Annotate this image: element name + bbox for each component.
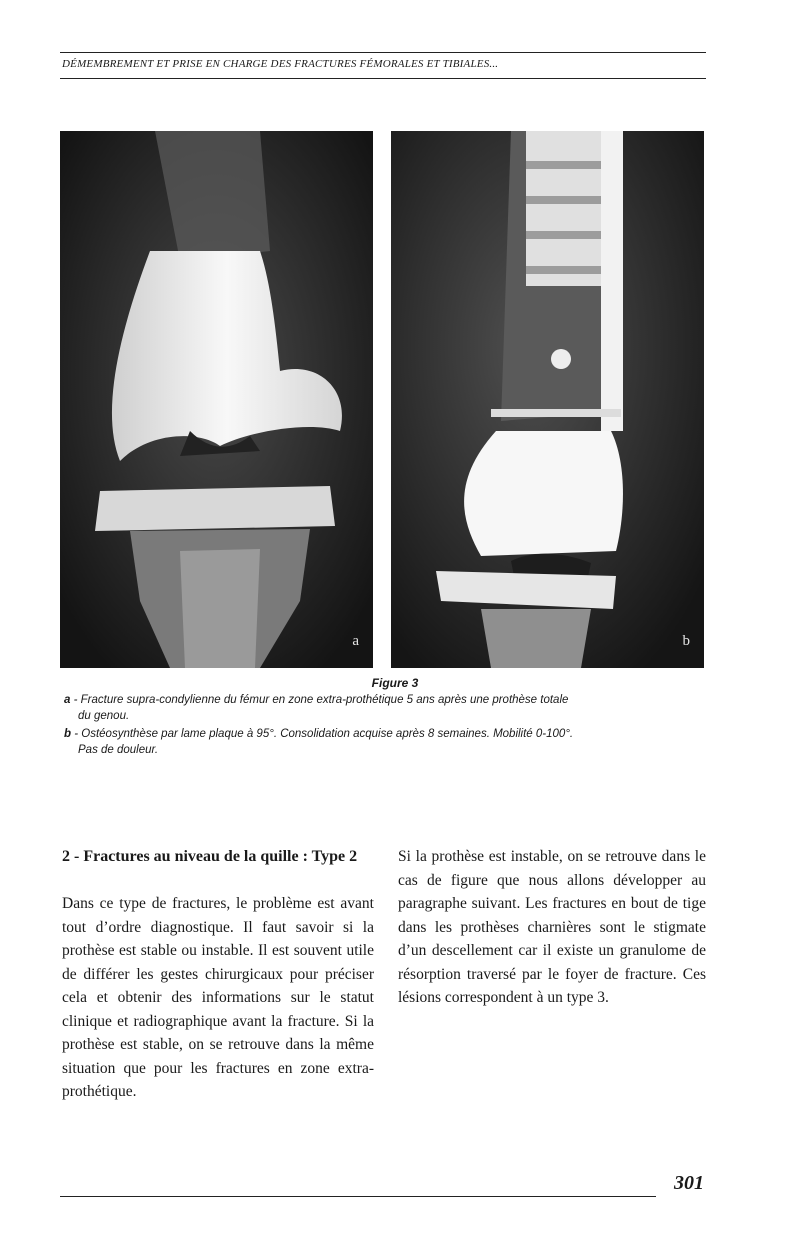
caption-a-continuation: du genou. [78, 710, 130, 722]
caption-a: a - Fracture supra-condylienne du fémur en zone extra-prothétique 5 ans après une prothèse totale du genou. [64, 692, 744, 724]
caption-a-text: Fracture supra-condylienne du fémur en zone extra-prothétique 5 ans après une prothèse totale [80, 694, 569, 706]
xray-plate-osteosynthesis-image [391, 131, 704, 668]
caption-b: b - Ostéosynthèse par lame plaque à 95°. Consolidation acquise après 8 semaines. Mobilité 0-100°. Pas de douleur. [64, 726, 744, 758]
footer-rule [60, 1196, 656, 1197]
figure-panel-a [60, 131, 373, 668]
caption-b-text: Ostéosynthèse par lame plaque à 95°. Consolidation acquise après 8 semaines. Mobilité 0-100°. [81, 728, 574, 740]
figure-title: Figure 3 [371, 676, 419, 690]
paragraph-2: Si la prothèse est instable, on se retrouve dans le cas de figure que nous allons développer au paragraphe suivant. Les fractures en bout de tige dans les prothèses charnières sont le stigmate d’un descellement car il existe un granulome de résorption traversé par le foyer de fracture. Ces lésions correspondent à un type 3. [398, 848, 706, 1006]
paragraph-1: Dans ce type de fractures, le problème est avant tout d’ordre diagnostique. Il faut savoir si la prothèse est stable ou instable. Il est souvent utile de différer les gestes chirurgicaux pour préciser cela et obtenir des informations sur le statut clinique et radiographique avant la fracture. Si la prothèse est stable, on se retrouve dans la même situation que pour les fractures en zone extra-prothétique. [62, 895, 374, 1100]
xray-knee-prosthesis-image [60, 131, 373, 668]
caption-a-label: a [64, 694, 71, 706]
running-head: DÉMEMBREMENT ET PRISE EN CHARGE DES FRACTURES FÉMORALES ET TIBIALES... [62, 58, 499, 70]
caption-b-label: b [64, 728, 72, 740]
right-column [398, 845, 706, 1010]
panel-b-letter: b [682, 633, 690, 649]
header-rule-top [60, 52, 706, 53]
section-heading: 2 - Fractures au niveau de la quille : Type 2 [62, 848, 358, 865]
caption-b-continuation: Pas de douleur. [78, 744, 159, 756]
page-number: 301 [674, 1172, 704, 1194]
figure-panel-b [391, 131, 704, 668]
left-column [62, 845, 374, 1104]
header-rule-bottom [60, 78, 706, 79]
panel-a-letter: a [352, 633, 359, 649]
